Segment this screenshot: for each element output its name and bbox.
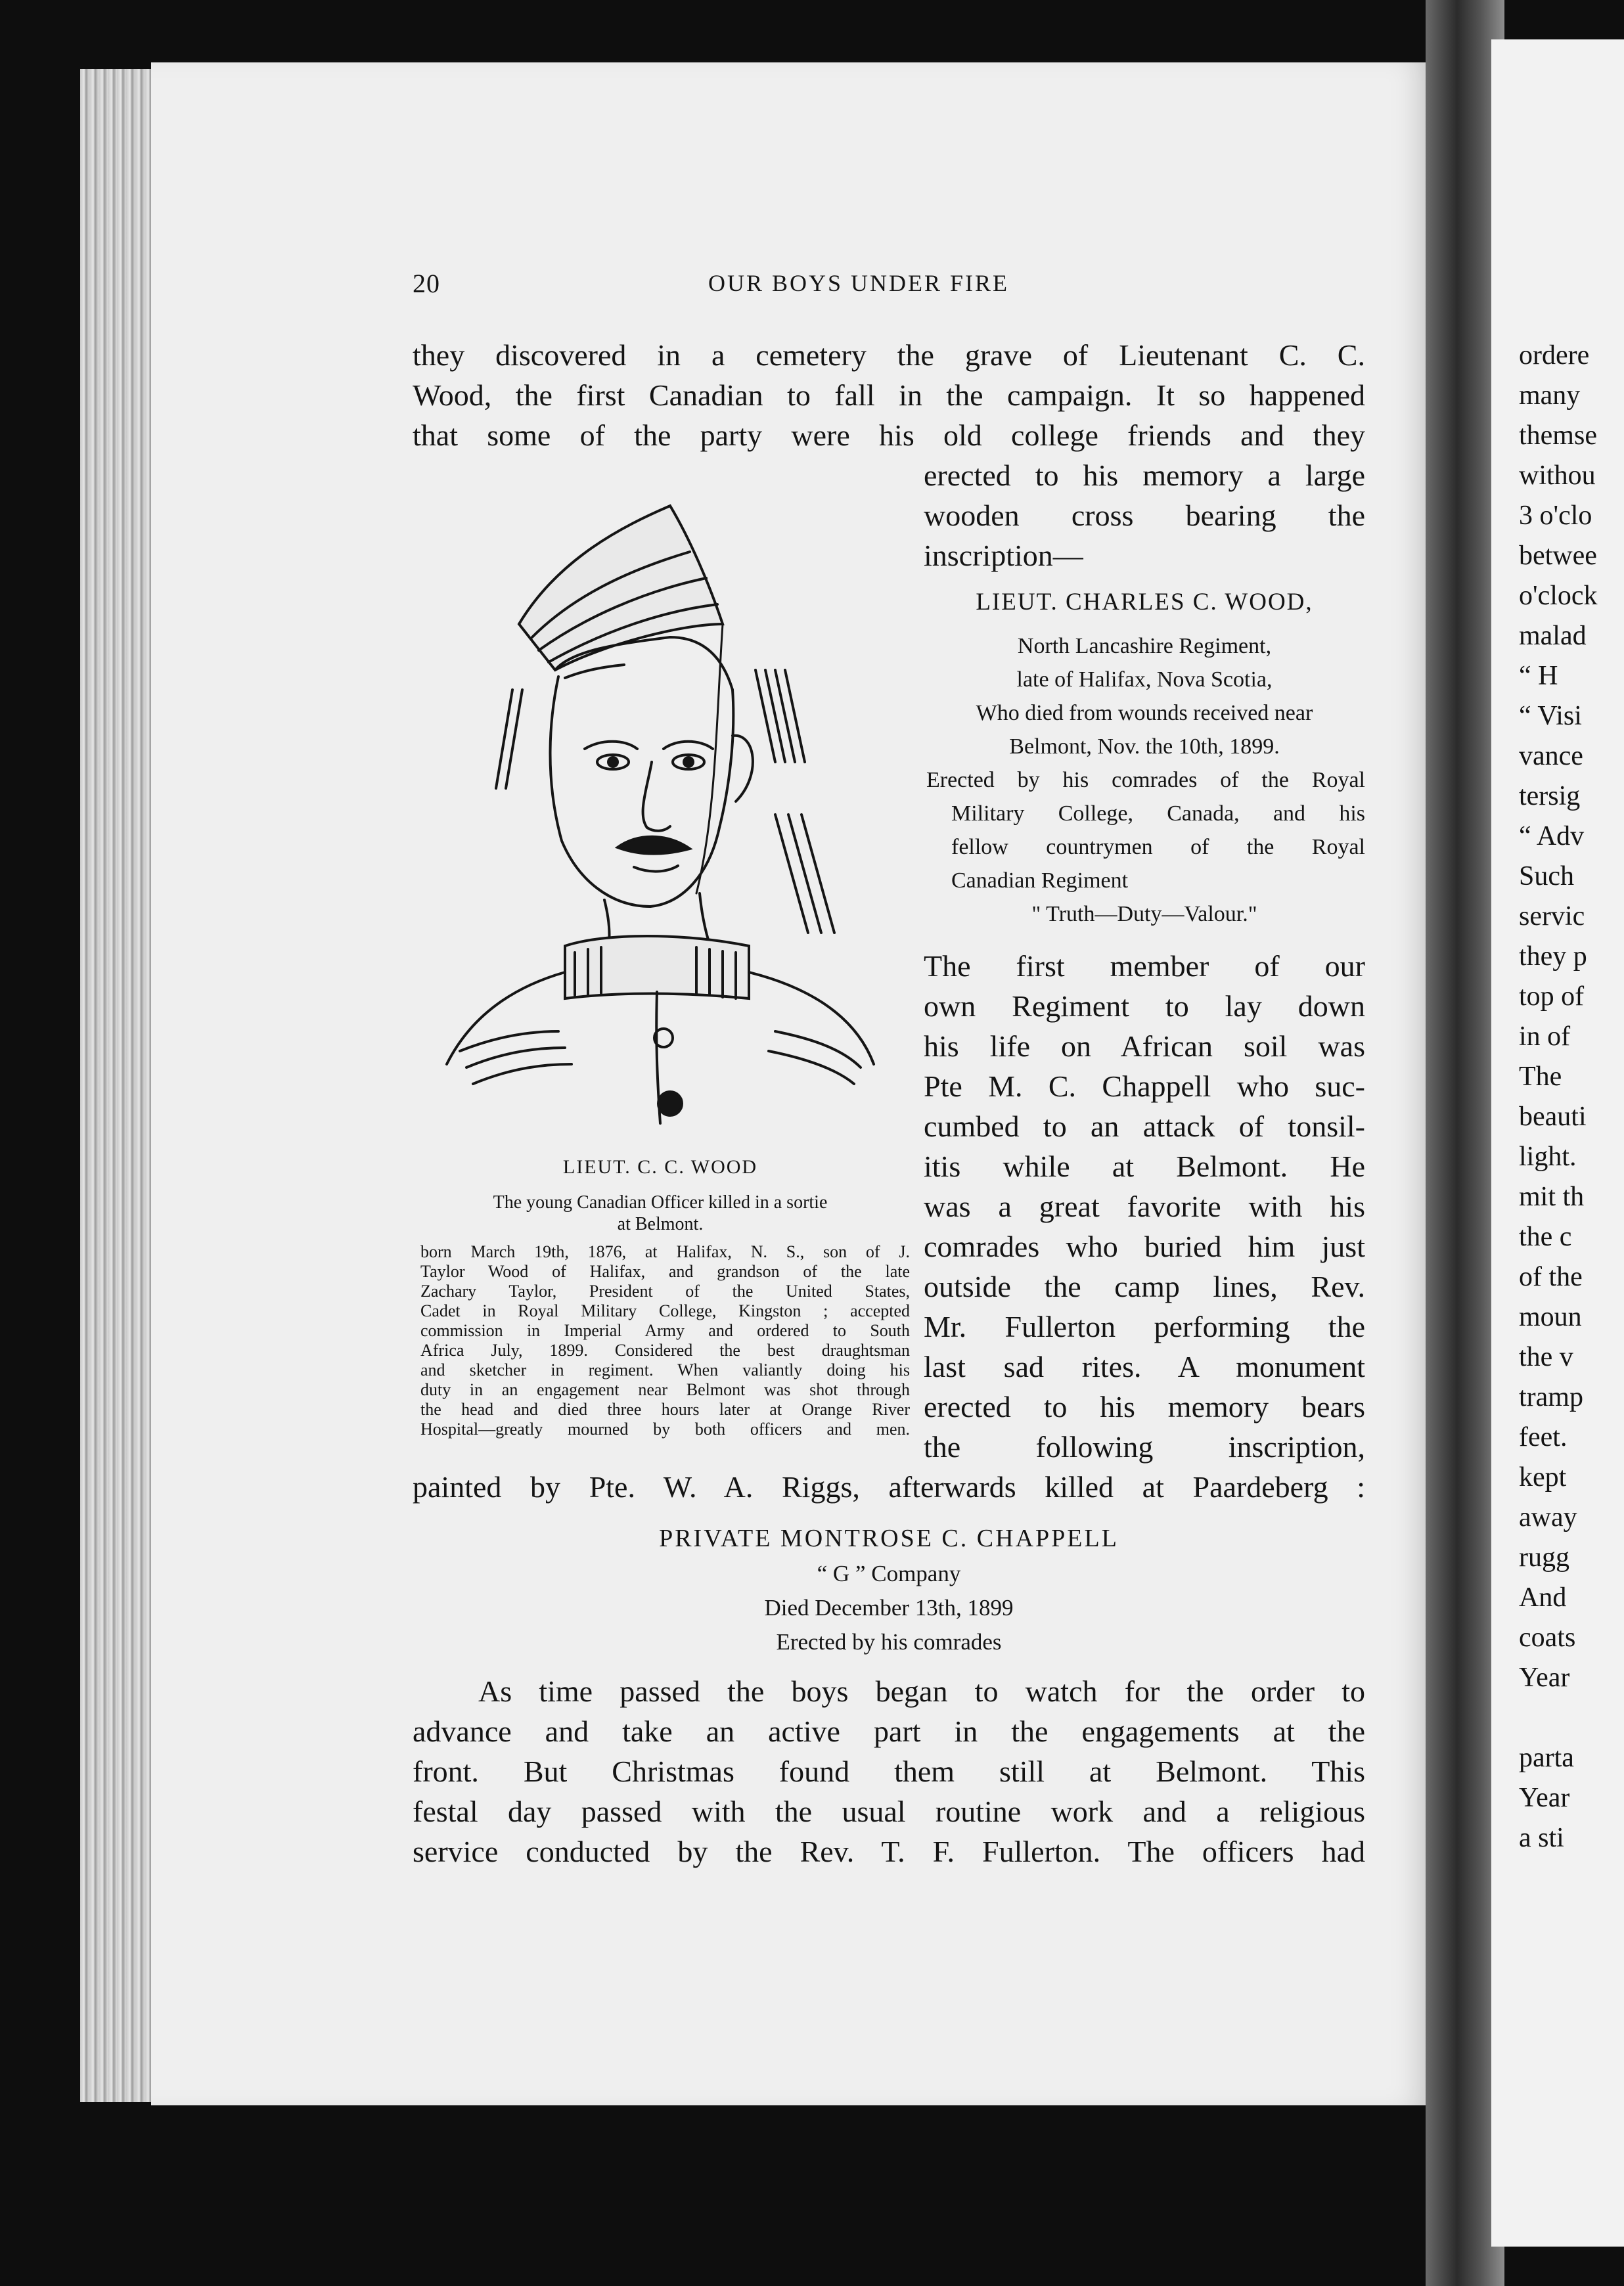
next-page-line: themse: [1519, 420, 1597, 451]
next-page-line: away: [1519, 1502, 1577, 1533]
portrait-bio-line: Cadet in Royal Military College, Kingston ; accepted: [420, 1301, 910, 1320]
inscription-line: Canadian Regiment: [951, 868, 1129, 893]
next-page-line: mit th: [1519, 1182, 1585, 1212]
portrait-bio-line: the head and died three hours later at Orange River: [420, 1400, 910, 1419]
inscription-line: Erected by his comrades of the Royal: [926, 768, 1365, 792]
next-page-line: And: [1519, 1582, 1567, 1613]
inscription-line: Erected by his comrades: [776, 1629, 1002, 1655]
body-line: service conducted by the Rev. T. F. Fullerton. The officers had: [413, 1835, 1365, 1868]
body-line: erected to his memory a large: [924, 459, 1365, 492]
next-page-line: “ H: [1519, 661, 1558, 691]
next-page-line: moun: [1519, 1302, 1582, 1332]
next-page-line: tersig: [1519, 781, 1581, 811]
next-page-line: vance: [1519, 741, 1583, 771]
inscription-chappell-title: PRIVATE MONTROSE C. CHAPPELL: [659, 1525, 1119, 1552]
running-title: OUR BOYS UNDER FIRE: [708, 270, 1010, 296]
portrait-engraving: [407, 473, 893, 1130]
next-page-line: beauti: [1519, 1102, 1587, 1132]
inscription-line: fellow countrymen of the Royal: [951, 835, 1365, 859]
portrait-bio-line: commission in Imperial Army and ordered to South: [420, 1321, 910, 1340]
inscription-line: Belmont, Nov. the 10th, 1899.: [1009, 734, 1280, 759]
portrait-caption-title: LIEUT. C. C. WOOD: [562, 1156, 758, 1178]
next-page-line: 3 o'clo: [1519, 501, 1592, 531]
next-page-line: ordere: [1519, 340, 1590, 370]
body-line: was a great favorite with his: [924, 1190, 1365, 1223]
portrait-bio-line: born March 19th, 1876, at Halifax, N. S., son of J.: [420, 1242, 910, 1261]
next-page-line: parta: [1519, 1743, 1574, 1773]
body-line: wooden cross bearing the: [924, 499, 1365, 532]
body-line: cumbed to an attack of tonsil-: [924, 1109, 1365, 1143]
next-page-line: Year: [1519, 1663, 1570, 1693]
body-line: comrades who buried him just: [924, 1230, 1365, 1263]
next-page-line: in of: [1519, 1021, 1571, 1052]
inscription-line: “ G ” Company: [817, 1561, 961, 1586]
next-page-line: they p: [1519, 941, 1587, 972]
body-line: last sad rites. A monument: [924, 1350, 1365, 1383]
portrait-bio-line: Africa July, 1899. Considered the best draughtsman: [420, 1341, 910, 1360]
next-page-line: Year: [1519, 1783, 1570, 1813]
next-page-line: kept: [1519, 1462, 1567, 1492]
page-number: 20: [413, 269, 440, 298]
next-page-line: the c: [1519, 1222, 1572, 1252]
body-line: outside the camp lines, Rev.: [924, 1270, 1365, 1303]
inscription-line: Who died from wounds received near: [976, 701, 1313, 725]
next-page-line: withou: [1519, 460, 1596, 491]
next-page-line: “ Visi: [1519, 701, 1582, 731]
next-page-line: top of: [1519, 981, 1585, 1012]
body-line: inscription—: [924, 539, 1083, 572]
inscription-line: Military College, Canada, and his: [951, 801, 1365, 826]
inscription-motto: " Truth—Duty—Valour.": [1031, 902, 1257, 926]
inscription-line: Died December 13th, 1899: [764, 1595, 1014, 1621]
portrait-caption-desc: at Belmont.: [617, 1214, 704, 1234]
body-line: front. But Christmas found them still at Belmont. This: [413, 1755, 1365, 1788]
next-page-line: feet.: [1519, 1422, 1568, 1452]
body-line: own Regiment to lay down: [924, 989, 1365, 1023]
inscription-wood-title: LIEUT. CHARLES C. WOOD,: [976, 589, 1313, 616]
next-page-line: betwee: [1519, 541, 1597, 571]
next-page-line: the v: [1519, 1342, 1573, 1372]
inscription-line: late of Halifax, Nova Scotia,: [1016, 667, 1273, 692]
next-page-line: Such: [1519, 861, 1574, 891]
next-page-line: coats: [1519, 1623, 1576, 1653]
body-line: that some of the party were his old college friends and they: [413, 418, 1365, 452]
next-page-line: tramp: [1519, 1382, 1583, 1412]
next-page-line: “ Adv: [1519, 821, 1585, 851]
portrait-caption-desc: The young Canadian Officer killed in a sortie: [493, 1192, 828, 1213]
portrait-bio-line: Taylor Wood of Halifax, and grandson of the late: [420, 1262, 910, 1281]
next-page-line: light.: [1519, 1142, 1577, 1172]
body-line: the following inscription,: [924, 1430, 1365, 1464]
body-line: advance and take an active part in the engagements at the: [413, 1714, 1365, 1748]
next-page-line: o'clock: [1519, 581, 1598, 611]
next-page-line: a sti: [1519, 1823, 1564, 1853]
portrait-bio-line: Zachary Taylor, President of the United States,: [420, 1282, 910, 1301]
body-line: painted by Pte. W. A. Riggs, afterwards killed at Paardeberg :: [413, 1470, 1365, 1504]
next-page-line: servic: [1519, 901, 1585, 931]
body-line: his life on African soil was: [924, 1029, 1365, 1063]
next-page-line: The: [1519, 1062, 1562, 1092]
next-page-line: rugg: [1519, 1542, 1569, 1573]
body-line: Mr. Fullerton performing the: [924, 1310, 1365, 1343]
body-line: they discovered in a cemetery the grave of Lieutenant C. C.: [413, 338, 1365, 372]
body-line: festal day passed with the usual routine work and a religious: [413, 1795, 1365, 1828]
inscription-line: North Lancashire Regiment,: [1017, 634, 1272, 658]
next-page-fragment: [1491, 39, 1624, 2247]
next-page-line: of the: [1519, 1262, 1583, 1292]
portrait-bio-line: duty in an engagement near Belmont was shot through: [420, 1380, 910, 1399]
body-line: erected to his memory bears: [924, 1390, 1365, 1423]
body-line: As time passed the boys began to watch for the order to: [478, 1674, 1365, 1708]
body-line: Wood, the first Canadian to fall in the campaign. It so happened: [413, 378, 1365, 412]
portrait-bio-line: and sketcher in regiment. When valiantly doing his: [420, 1360, 910, 1379]
next-page-line: many: [1519, 380, 1581, 411]
portrait-bio-line: Hospital—greatly mourned by both officers and men.: [420, 1420, 910, 1439]
body-line: Pte M. C. Chappell who suc-: [924, 1069, 1365, 1103]
next-page-line: malad: [1519, 621, 1587, 651]
body-line: The first member of our: [924, 949, 1365, 983]
body-line: itis while at Belmont. He: [924, 1150, 1365, 1183]
